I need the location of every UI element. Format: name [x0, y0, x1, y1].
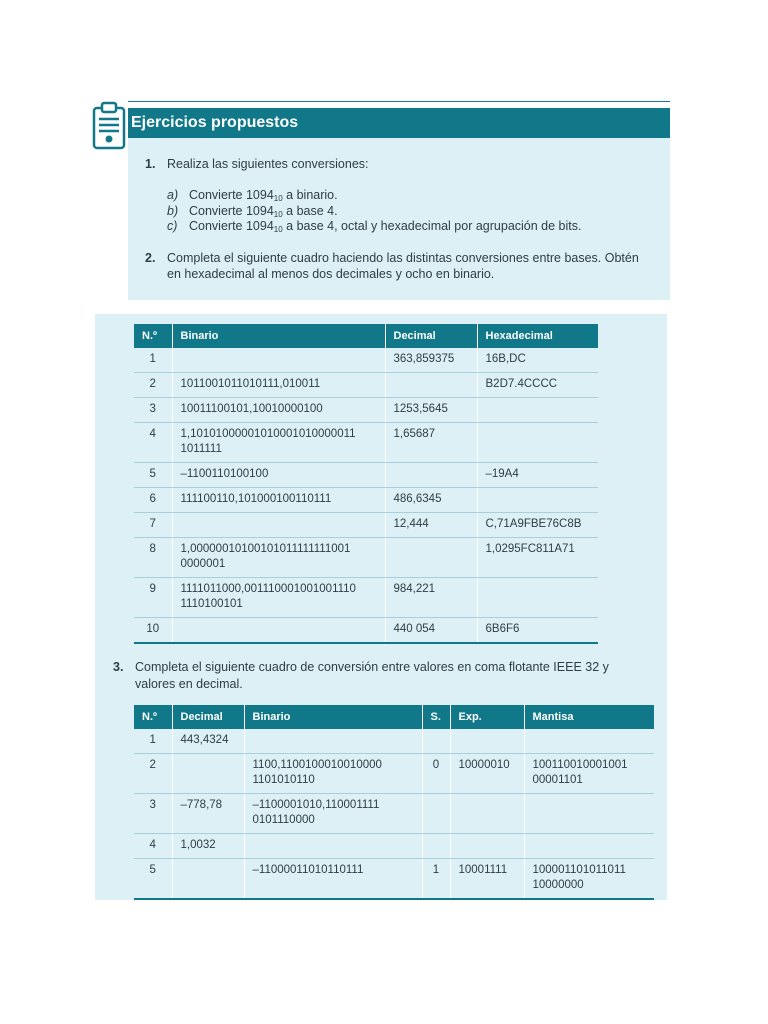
- table-cell: [385, 463, 477, 488]
- table-cell: [422, 794, 450, 834]
- item-letter: c): [167, 219, 178, 233]
- hex-value: 16B,DC: [485, 353, 526, 365]
- question-3-text: [135, 659, 663, 693]
- conversion-table-bases: [134, 324, 598, 644]
- table-cell: [385, 513, 477, 538]
- cell-line: 00001101: [532, 774, 583, 786]
- table-cell: [422, 834, 450, 859]
- col-header-exp: Exp.: [450, 705, 524, 729]
- item-text: a base 4, octal y hexadecimal por agrupación de bits.: [282, 219, 582, 233]
- table-cell: [134, 794, 172, 834]
- table-cell: [450, 794, 524, 834]
- table-cell: [477, 578, 598, 618]
- col-header-hexadecimal: Hexadecimal: [477, 324, 598, 348]
- table-cell: [134, 754, 172, 794]
- question-3-line: Completa el siguiente cuadro de conversión entre valores en coma flotante IEEE 32 y: [135, 660, 609, 674]
- table-cell: [385, 423, 477, 463]
- table-cell: [172, 578, 385, 618]
- ieee-float-table: [134, 705, 654, 900]
- table-cell: [385, 348, 477, 373]
- question-2-line: en hexadecimal al menos dos decimales y ocho en binario.: [167, 266, 495, 281]
- cell-line: 1100,1100100010010000: [252, 759, 382, 771]
- table-cell: [134, 423, 172, 463]
- table-cell: [385, 538, 477, 578]
- hex-value: B2D7.4CCCC: [485, 378, 558, 390]
- table-cell: [134, 373, 172, 398]
- table-row: [134, 754, 654, 794]
- table-cell: [385, 373, 477, 398]
- decimal-value: 443,4324: [180, 734, 229, 746]
- section-title: Ejercicios propuestos: [131, 114, 299, 131]
- table-cell: [524, 834, 654, 859]
- hex-value: –19A4: [485, 468, 519, 480]
- table-row: [134, 794, 654, 834]
- col-header-binario: Binario: [172, 324, 385, 348]
- decimal-value: 440 054: [393, 623, 436, 635]
- row-number: 3: [149, 403, 156, 415]
- exp-value: 10000010: [458, 759, 510, 771]
- question-2-line: Completa el siguiente cuadro haciendo las distintas conversiones entre bases. Obtén: [167, 251, 639, 265]
- table-cell: [172, 618, 385, 644]
- table-cell: [172, 488, 385, 513]
- decimal-value: 363,859375: [393, 353, 455, 365]
- item-text: Convierte 1094: [189, 204, 274, 218]
- col-header-num: N.º: [134, 324, 172, 348]
- table-cell: [244, 754, 422, 794]
- table-cell: [172, 754, 244, 794]
- table-cell: [477, 398, 598, 423]
- table-cell: [450, 859, 524, 900]
- row-number: 8: [149, 543, 156, 555]
- cell-line: 1,10101000001010001010000011: [180, 428, 356, 440]
- cell-line: –1100001010,110001111: [252, 799, 380, 811]
- item-subscript: 10: [273, 210, 283, 219]
- item-subscript: 10: [273, 225, 283, 234]
- row-number: 2: [149, 759, 156, 771]
- header-rule: [128, 101, 670, 102]
- table-cell: [450, 729, 524, 754]
- decimal-value: –778,78: [180, 799, 223, 811]
- row-number: 5: [149, 864, 156, 876]
- table-cell: [244, 729, 422, 754]
- item-letter: a): [167, 188, 179, 202]
- table-cell: [134, 538, 172, 578]
- table-cell: [172, 463, 385, 488]
- table-row: [134, 373, 598, 398]
- row-number: 4: [149, 839, 156, 851]
- table-cell: [477, 463, 598, 488]
- table-row: [134, 729, 654, 754]
- cell-line: 0000001: [180, 558, 226, 570]
- table-cell: [477, 488, 598, 513]
- cell-line: 0101110000: [252, 814, 315, 826]
- decimal-value: 12,444: [393, 518, 429, 530]
- table-row: [134, 538, 598, 578]
- row-number: 1: [149, 734, 156, 746]
- table-header-row: [134, 705, 654, 729]
- cell-line: 100001101011011: [532, 864, 626, 876]
- cell-line: 1011111: [180, 443, 222, 455]
- table-cell: [134, 348, 172, 373]
- row-number: 1: [149, 353, 156, 365]
- table-cell: [172, 348, 385, 373]
- table-cell: [134, 618, 172, 644]
- row-number: 6: [149, 493, 156, 505]
- binary-value: 1011001011010111,010011: [180, 378, 321, 390]
- cell-line: 1,00000010100101011111111001: [180, 543, 351, 555]
- row-number: 7: [149, 518, 156, 530]
- cell-line: 1111011000,001110001001001110: [180, 583, 356, 595]
- table-row: [134, 578, 598, 618]
- decimal-value: 486,6345: [393, 493, 442, 505]
- table-cell: [385, 398, 477, 423]
- hex-value: 1,0295FC811A71: [485, 543, 575, 555]
- item-subscript: 10: [273, 194, 283, 203]
- table-cell: [524, 859, 654, 900]
- decimal-value: 1,0032: [180, 839, 216, 851]
- table-row: [134, 398, 598, 423]
- table-row: [134, 423, 598, 463]
- table-cell: [244, 859, 422, 900]
- question-1-number: 1.: [145, 157, 156, 171]
- table-cell: [422, 729, 450, 754]
- table-cell: [172, 859, 244, 900]
- table-cell: [172, 729, 244, 754]
- table-cell: [524, 729, 654, 754]
- col-header-mantisa: Mantisa: [524, 705, 654, 729]
- table-cell: [524, 754, 654, 794]
- exp-value: 10001111: [458, 864, 508, 876]
- table-cell: [450, 754, 524, 794]
- table-cell: [134, 513, 172, 538]
- question-3-line: valores en decimal.: [135, 677, 243, 691]
- col-header-num: N.º: [134, 705, 172, 729]
- table-cell: [385, 618, 477, 644]
- row-number: 2: [149, 378, 156, 390]
- table-cell: [134, 488, 172, 513]
- row-number: 10: [146, 623, 160, 635]
- table-cell: [477, 373, 598, 398]
- cell-line: 100110010001001: [532, 759, 628, 771]
- table-cell: [477, 423, 598, 463]
- hex-value: 6B6F6: [485, 623, 520, 635]
- table-cell: [385, 578, 477, 618]
- table-row: [134, 618, 598, 644]
- table-cell: [422, 859, 450, 900]
- col-header-decimal: Decimal: [172, 705, 244, 729]
- table-cell: [172, 423, 385, 463]
- decimal-value: 984,221: [393, 583, 436, 595]
- col-header-decimal: Decimal: [385, 324, 477, 348]
- table-cell: [134, 398, 172, 423]
- decimal-value: 1,65687: [393, 428, 436, 440]
- decimal-value: 1253,5645: [393, 403, 448, 415]
- table-row: [134, 463, 598, 488]
- row-number: 9: [149, 583, 156, 595]
- table-cell: [477, 513, 598, 538]
- item-text: Convierte 1094: [189, 188, 274, 202]
- table-row: [134, 348, 598, 373]
- binary-value: 10011100101,10010000100: [180, 403, 323, 415]
- table-cell: [385, 488, 477, 513]
- question-3-number: 3.: [113, 660, 124, 674]
- table-row: [134, 488, 598, 513]
- table-cell: [477, 618, 598, 644]
- binary-value: –1100110100100: [180, 468, 269, 480]
- table-cell: [172, 398, 385, 423]
- table-row: [134, 513, 598, 538]
- table-cell: [134, 859, 172, 900]
- table-cell: [244, 794, 422, 834]
- cell-line: 10000000: [532, 879, 584, 891]
- col-header-sign: S.: [422, 705, 450, 729]
- table-cell: [450, 834, 524, 859]
- table-cell: [134, 834, 172, 859]
- table-cell: [422, 754, 450, 794]
- binary-value: –11000011010110111: [252, 864, 364, 876]
- cell-line: 1110100101: [180, 598, 243, 610]
- question-2-text: [167, 251, 667, 282]
- hex-value: C,71A9FBE76C8B: [485, 518, 582, 530]
- item-text: Convierte 1094: [189, 219, 274, 233]
- cell-line: 1101010110: [252, 774, 315, 786]
- question-2-number: 2.: [145, 251, 156, 265]
- question-1c: [167, 219, 581, 238]
- table-row: [134, 834, 654, 859]
- table-cell: [134, 729, 172, 754]
- table-header-row: [134, 324, 598, 348]
- row-number: 5: [149, 468, 156, 480]
- table-cell: [477, 348, 598, 373]
- item-text: a base 4.: [282, 204, 338, 218]
- table-cell: [134, 578, 172, 618]
- table-cell: [172, 513, 385, 538]
- sign-value: 1: [432, 864, 440, 876]
- item-letter: b): [167, 204, 179, 218]
- table-cell: [134, 463, 172, 488]
- table-cell: [524, 794, 654, 834]
- table-cell: [172, 834, 244, 859]
- table-row: [134, 859, 654, 900]
- row-number: 3: [149, 799, 156, 811]
- section-header: [128, 108, 670, 138]
- col-header-binario: Binario: [244, 705, 422, 729]
- binary-value: 111100110,101000100110111: [180, 493, 332, 505]
- table-cell: [172, 373, 385, 398]
- table-cell: [172, 538, 385, 578]
- clipboard-icon: [91, 99, 127, 151]
- sign-value: 0: [432, 759, 440, 771]
- item-text: a binario.: [282, 188, 338, 202]
- row-number: 4: [149, 428, 156, 440]
- table-cell: [244, 834, 422, 859]
- table-cell: [477, 538, 598, 578]
- question-1-text: Realiza las siguientes conversiones:: [167, 157, 369, 171]
- table-cell: [172, 794, 244, 834]
